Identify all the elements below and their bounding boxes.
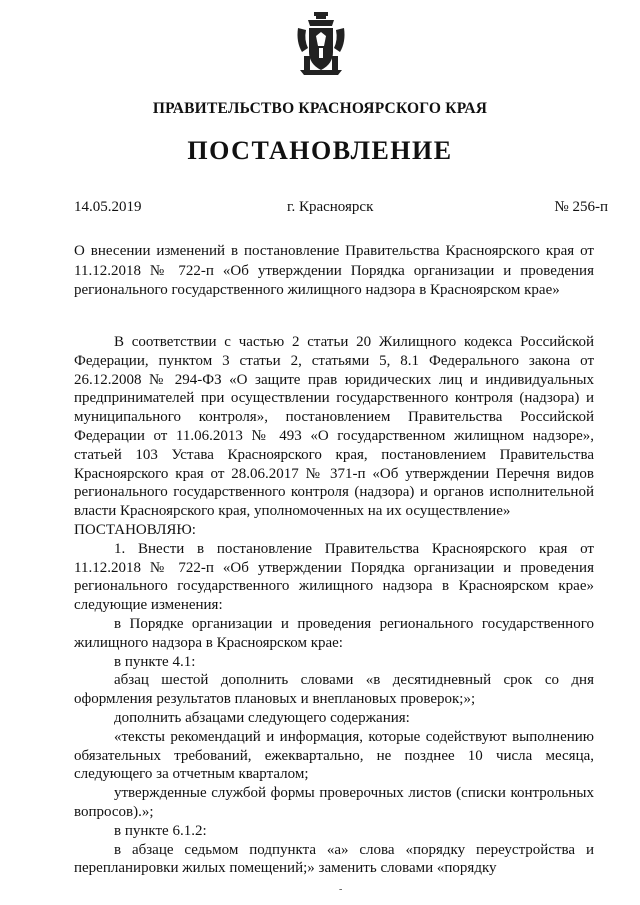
- paragraph-2: в Порядке организации и проведения регионального государственного жилищного надзора в Красноярском крае:: [74, 615, 594, 651]
- krasnoyarsk-coat-of-arms-icon: [294, 12, 348, 76]
- document-date: 14.05.2019: [74, 199, 142, 215]
- paragraph-4: абзац шестой дополнить словами «в десятидневный срок со дня оформления результатов плановых и внеплановых проверок;»;: [74, 672, 594, 708]
- paragraph-7: утвержденные службой формы проверочных листов (списки контрольных вопросов).»;: [74, 785, 594, 820]
- government-name: ПРАВИТЕЛЬСТВО КРАСНОЯРСКОГО КРАЯ: [152, 100, 488, 117]
- document-number: № 256-п: [554, 199, 608, 215]
- preamble-paragraph: В соответствии с частью 2 статьи 20 Жилищного кодекса Российской Федерации, пунктом 3 статьи 2, статьями 5, 8.1 Федерального закона от 26.12.2008 № 294-ФЗ «О защите прав юридических лиц и индивидуальных предпринимателей при осуществлении государственного контроля (надзора) и муниципального контроля», постановлением Правительства Российской Федерации от 11.06.2013 № 493 «О государственном жилищном надзоре», статьей 103 Устава Красноярского края, постановлением Правительства Красноярского края от 28.06.2017 № 371-п «Об утверждении Перечня видов регионального государственного контроля (надзора) и органов исполнительной власти Красноярского края, уполномоченных на их осуществление»: [74, 334, 594, 520]
- paragraph-3: в пункте 4.1:: [114, 653, 196, 670]
- document-city: г. Красноярск: [287, 199, 374, 215]
- document-subject: О внесении изменений в постановление Правительства Красноярского края от 11.12.2018 № 722-п «Об утверждении Порядка организации и проведения регионального государственного жилищного надзора в Красноярском крае»: [74, 243, 594, 298]
- page-mark: -: [339, 884, 343, 895]
- paragraph-1: 1. Внести в постановление Правительства Красноярского края от 11.12.2018 № 722-п «Об утверждении Порядка организации и проведения регионального государственного жилищного надзора в Красноярском крае» следующие изменения:: [74, 540, 594, 614]
- paragraph-9: в абзаце седьмом подпункта «а» слова «порядку переустройства и перепланировки жилых помещений;» заменить словами «порядку: [74, 841, 594, 877]
- paragraph-6: «тексты рекомендаций и информация, которые содействуют выполнению обязательных требований, ежеквартально, не позднее 10 числа месяца, следующего за отчетным кварталом;: [74, 728, 594, 783]
- resolve-heading: ПОСТАНОВЛЯЮ:: [74, 521, 196, 538]
- document-type-title: ПОСТАНОВЛЕНИЕ: [187, 136, 453, 165]
- paragraph-5: дополнить абзацами следующего содержания:: [114, 709, 410, 726]
- paragraph-8: в пункте 6.1.2:: [114, 822, 207, 839]
- document-body: [74, 333, 594, 878]
